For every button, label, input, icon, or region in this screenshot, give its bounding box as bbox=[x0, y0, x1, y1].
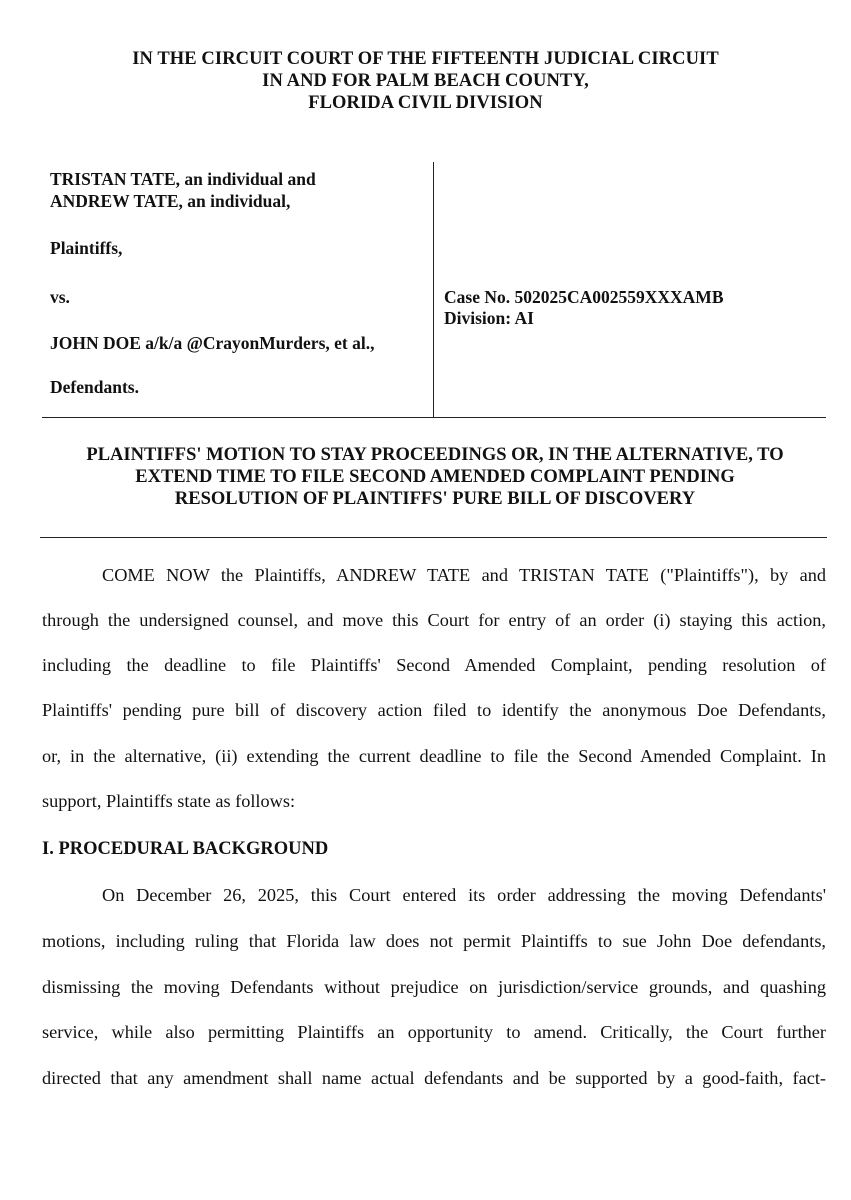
defendants-label: Defendants. bbox=[50, 377, 139, 397]
section-heading-procedural-background: I. PROCEDURAL BACKGROUND bbox=[42, 839, 329, 859]
motion-title bbox=[40, 444, 830, 510]
background-line-1: On December 26, 2025, this Court entered its order addressing the moving Defendants' bbox=[102, 885, 826, 905]
versus-label: vs. bbox=[50, 287, 70, 307]
intro-line-1: COME NOW the Plaintiffs, ANDREW TATE and TRISTAN TATE ("Plaintiffs"), by and bbox=[102, 565, 826, 585]
division-label: Division: AI bbox=[444, 308, 534, 328]
intro-line-3: including the deadline to file Plaintiffs' Second Amended Complaint, pending resolution of bbox=[42, 655, 826, 675]
caption-vertical-divider bbox=[433, 162, 434, 418]
defendants-name: JOHN DOE a/k/a @CrayonMurders, et al., bbox=[50, 333, 375, 353]
court-header bbox=[0, 48, 851, 114]
court-header-line-2: IN AND FOR PALM BEACH COUNTY, bbox=[262, 71, 589, 91]
motion-title-line-3: RESOLUTION OF PLAINTIFFS' PURE BILL OF DISCOVERY bbox=[174, 489, 696, 509]
background-line-2: motions, including ruling that Florida law does not permit Plaintiffs to sue John Doe defendants, bbox=[42, 931, 826, 951]
intro-line-6: support, Plaintiffs state as follows: bbox=[42, 791, 296, 811]
court-header-line-1: IN THE CIRCUIT COURT OF THE FIFTEENTH JUDICIAL CIRCUIT bbox=[132, 49, 719, 69]
motion-title-line-1: PLAINTIFFS' MOTION TO STAY PROCEEDINGS OR, IN THE ALTERNATIVE, TO bbox=[86, 445, 784, 465]
intro-line-2: through the undersigned counsel, and move this Court for entry of an order (i) staying this action, bbox=[42, 610, 826, 630]
intro-line-4: Plaintiffs' pending pure bill of discovery action filed to identify the anonymous Doe Defendants, bbox=[42, 700, 826, 720]
case-caption bbox=[42, 162, 826, 418]
background-line-4: service, while also permitting Plaintiffs an opportunity to amend. Critically, the Court further bbox=[42, 1022, 826, 1042]
plaintiffs-name-line-2: ANDREW TATE, an individual, bbox=[50, 191, 291, 211]
plaintiffs-label: Plaintiffs, bbox=[50, 238, 123, 258]
plaintiffs-name-line-1: TRISTAN TATE, an individual and bbox=[50, 169, 316, 189]
background-line-5: directed that any amendment shall name actual defendants and be supported by a good-faith, fact- bbox=[42, 1068, 826, 1088]
background-line-3: dismissing the moving Defendants without prejudice on jurisdiction/service grounds, and quashing bbox=[42, 977, 826, 997]
title-underline-rule bbox=[40, 537, 827, 538]
caption-bottom-rule bbox=[42, 417, 826, 418]
case-number: Case No. 502025CA002559XXXAMB bbox=[444, 287, 724, 307]
intro-line-5: or, in the alternative, (ii) extending the current deadline to file the Second Amended Complaint. In bbox=[42, 746, 826, 766]
motion-title-line-2: EXTEND TIME TO FILE SECOND AMENDED COMPLAINT PENDING bbox=[135, 467, 735, 487]
court-header-line-3: FLORIDA CIVIL DIVISION bbox=[308, 93, 543, 113]
